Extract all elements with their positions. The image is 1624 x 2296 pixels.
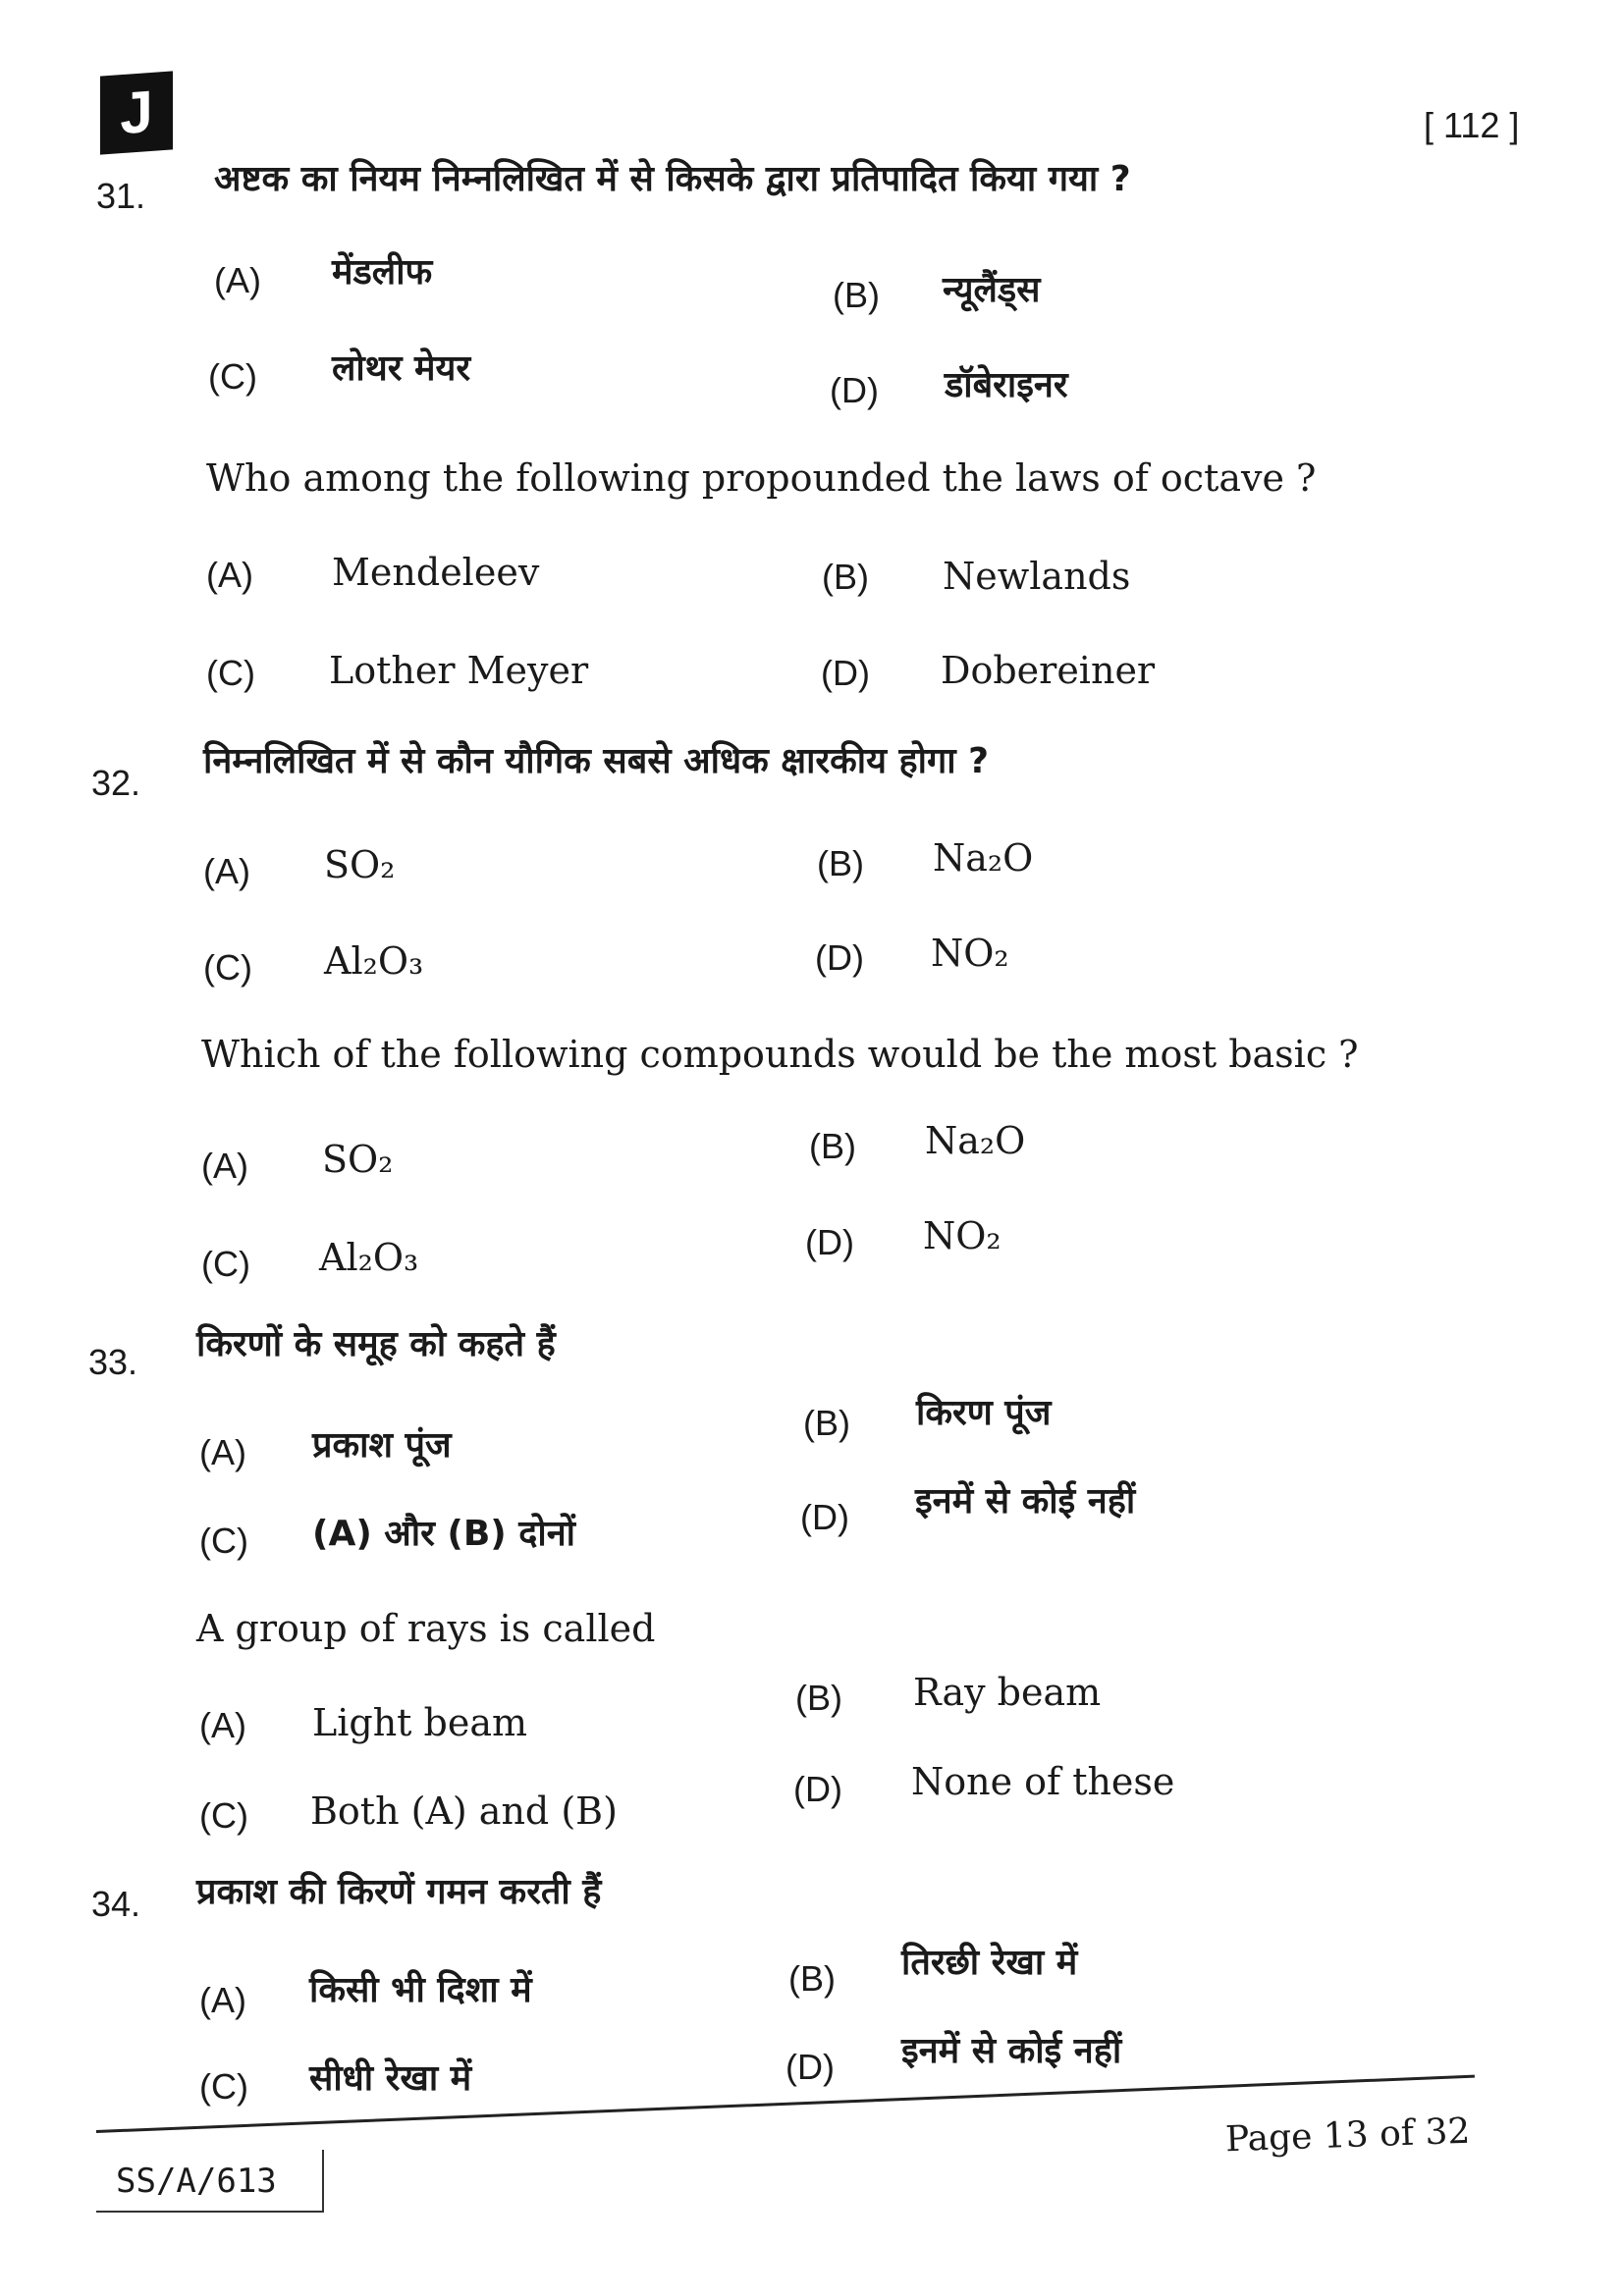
option-label: (C) [199,1521,248,1561]
option-text: None of these [911,1760,1175,1803]
question-number: 33. [88,1342,138,1382]
option-text: सीधी रेखा में [309,2058,472,2099]
option-text: (A) और (B) दोनों [312,1514,576,1554]
question-number: 31. [96,176,146,216]
option-text: न्यूलैंड्स [943,270,1041,310]
option-text: इनमें से कोई नहीं [901,2031,1122,2071]
set-letter-badge: J [100,71,173,154]
question-text-hindi: अष्टक का नियम निम्नलिखित में से किसके द्वारा प्रतिपादित किया गया ? [214,159,1131,199]
option-label: (D) [815,937,864,978]
option-text: Both (A) and (B) [310,1789,618,1833]
page-code: [ 112 ] [1424,105,1520,145]
option-text: लोथर मेयर [332,348,471,389]
option-label: (B) [822,557,869,597]
option-label: (A) [199,1432,246,1472]
option-label: (D) [821,653,870,693]
option-label: (A) [206,555,253,595]
question-number: 34. [91,1884,141,1924]
option-label: (A) [214,260,261,300]
option-label: (A) [199,1980,246,2020]
option-label: (C) [199,2066,248,2107]
question-text-hindi: निम्नलिखित में से कौन यौगिक सबसे अधिक क्षारकीय होगा ? [203,741,989,781]
question-text-english: Which of the following compounds would be the most basic ? [201,1033,1359,1076]
option-text: किसी भी दिशा में [309,1970,532,2010]
option-text: किरण पूंज [916,1393,1052,1433]
question-text-hindi: प्रकाश की किरणें गमन करती हैं [196,1872,602,1912]
option-label: (D) [830,370,879,410]
option-label: (A) [203,851,250,891]
option-label: (B) [803,1403,850,1443]
option-text: Light beam [312,1701,528,1744]
question-text-hindi: किरणों के समूह को कहते हैं [196,1324,556,1364]
option-text: Newlands [943,555,1131,598]
option-text: Na₂O [925,1119,1026,1162]
option-label: (D) [793,1769,842,1809]
option-text: तिरछी रेखा में [901,1943,1078,1983]
option-text: NO₂ [931,932,1009,975]
option-label: (C) [201,1244,250,1284]
paper-code: SS/A/613 [96,2150,324,2213]
option-label: (C) [206,653,255,693]
option-text: SO₂ [324,843,396,886]
option-label: (B) [795,1678,842,1718]
page-number: Page 13 of 32 [1224,2110,1471,2161]
option-text: Lother Meyer [329,649,589,692]
option-text: प्रकाश पूंज [312,1425,452,1466]
question-text-english: Who among the following propounded the laws of octave ? [206,456,1317,500]
option-text: Ray beam [913,1671,1102,1714]
option-label: (C) [203,947,252,988]
option-text: Na₂O [933,836,1034,880]
option-label: (B) [788,1958,836,1999]
option-text: Dobereiner [941,649,1156,692]
option-text: डॉबेराइनर [945,365,1068,405]
option-label: (C) [208,356,257,397]
option-text: SO₂ [322,1138,394,1181]
option-text: Mendeleev [332,551,540,594]
option-label: (D) [805,1222,854,1262]
question-text-english: A group of rays is called [196,1607,656,1650]
option-label: (A) [199,1705,246,1745]
option-text: इनमें से कोई नहीं [915,1481,1136,1522]
option-text: Al₂O₃ [324,939,424,983]
option-label: (A) [201,1146,248,1186]
question-number: 32. [91,763,141,803]
option-label: (D) [800,1497,849,1537]
option-text: Al₂O₃ [319,1236,419,1279]
option-text: NO₂ [923,1214,1001,1257]
option-label: (B) [833,275,880,315]
option-label: (D) [785,2047,835,2087]
option-label: (C) [199,1795,248,1836]
option-label: (B) [817,843,864,883]
option-text: मेंडलीफ [332,252,433,293]
option-label: (B) [809,1126,856,1166]
